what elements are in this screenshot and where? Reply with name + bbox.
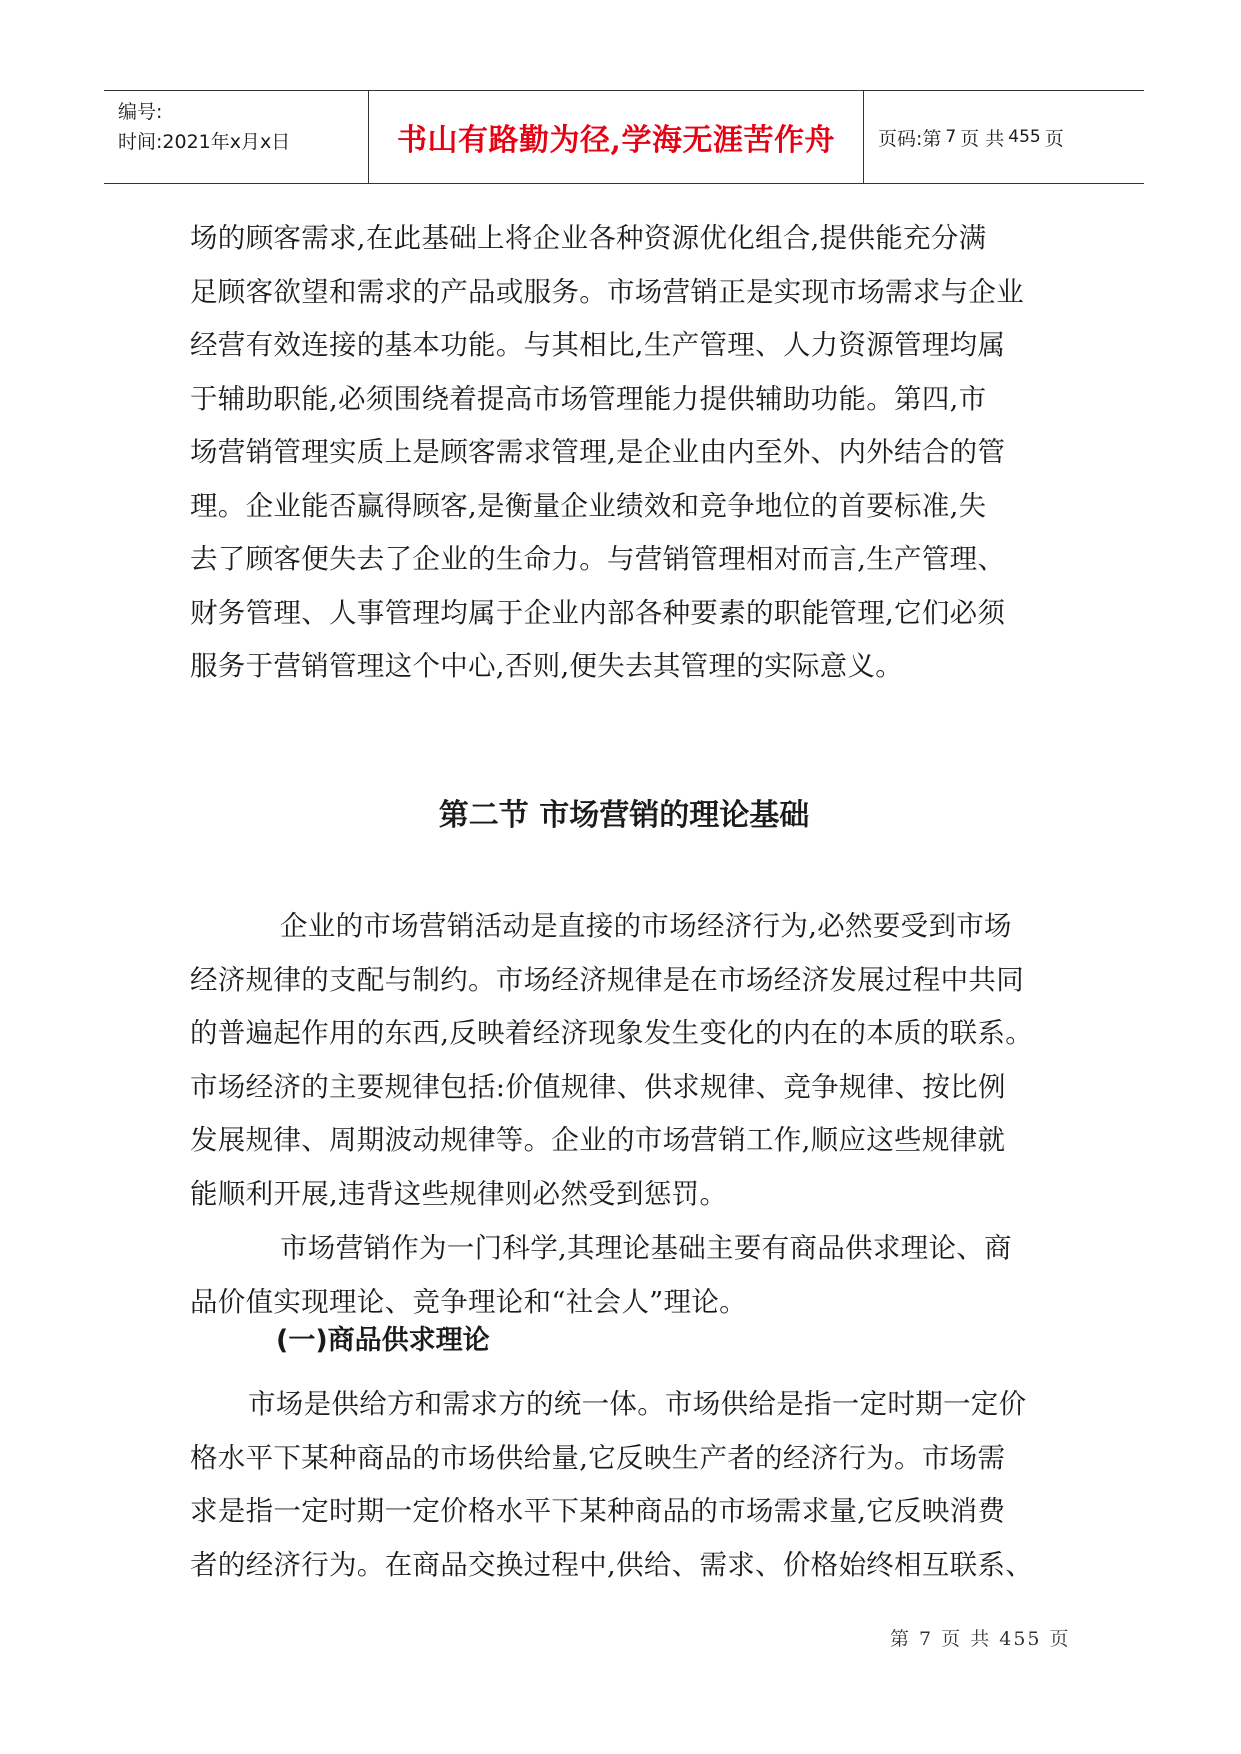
text-line: 于辅助职能,必须围绕着提高市场管理能力提供辅助功能。第四,市 <box>190 382 987 415</box>
paragraph-1 <box>190 212 1058 694</box>
page-number: 7 <box>945 127 957 147</box>
number-label: 编号: <box>118 101 163 123</box>
text-line: 求是指一定时期一定价格水平下某种商品的市场需求量,它反映消费 <box>190 1495 1006 1527</box>
text-line: 市场营销作为一门科学,其理论基础主要有商品供求理论、商 <box>280 1232 1012 1264</box>
paragraph-4 <box>190 1378 1058 1592</box>
text-line: 服务于营销管理这个中心,否则,便失去其管理的实际意义。 <box>190 650 904 682</box>
text-line: 去了顾客便失去了企业的生命力。与营销管理相对而言,生产管理、 <box>190 543 1006 575</box>
text-line: 发展规律、周期波动规律等。企业的市场营销工作,顺应这些规律就 <box>190 1124 1006 1156</box>
text-line: 场的顾客需求,在此基础上将企业各种资源优化组合,提供能充分满 <box>190 222 987 254</box>
text-line: 市场是供给方和需求方的统一体。市场供给是指一定时期一定价 <box>248 1388 1027 1420</box>
page-total: 455 <box>1008 127 1041 147</box>
text-line: 品价值实现理论、竞争理论和“社会人”理论。 <box>190 1285 747 1318</box>
text-line: 财务管理、人事管理均属于企业内部各种要素的职能管理,它们必须 <box>190 596 1006 629</box>
header-meta <box>104 91 368 183</box>
subheading: (一)商品供求理论 <box>276 1325 490 1356</box>
paragraph-2 <box>190 900 1058 1221</box>
time-label: 时间:2021年x月x日 <box>118 131 291 153</box>
text-line: 场营销管理实质上是顾客需求管理,是企业由内至外、内外结合的管 <box>190 436 1006 468</box>
text-line: 能顺利开展,违背这些规律则必然受到惩罚。 <box>190 1177 728 1210</box>
page-suffix: 页 <box>1044 127 1064 150</box>
document-header <box>104 90 1144 184</box>
text-line: 格水平下某种商品的市场供给量,它反映生产者的经济行为。市场需 <box>190 1441 1006 1474</box>
paragraph-3 <box>190 1222 1058 1329</box>
section-heading: 第二节 市场营销的理论基础 <box>438 798 810 833</box>
text-line: 足顾客欲望和需求的产品或服务。市场营销正是实现市场需求与企业 <box>190 275 1024 308</box>
header-motto: 书山有路勤为径,学海无涯苦作舟 <box>368 91 864 183</box>
page-prefix: 页码:第 <box>878 127 942 150</box>
header-page-info <box>864 91 1144 183</box>
page-footer: 第 7 页 共 455 页 <box>890 1628 1071 1650</box>
page-mid: 页 共 <box>960 127 1005 150</box>
text-line: 经济规律的支配与制约。市场经济规律是在市场经济发展过程中共同 <box>190 963 1024 996</box>
text-line: 企业的市场营销活动是直接的市场经济行为,必然要受到市场 <box>280 910 1012 942</box>
text-line: 经营有效连接的基本功能。与其相比,生产管理、人力资源管理均属 <box>190 329 1006 361</box>
text-line: 的普遍起作用的东西,反映着经济现象发生变化的内在的本质的联系。 <box>190 1017 1034 1049</box>
text-line: 理。企业能否赢得顾客,是衡量企业绩效和竞争地位的首要标准,失 <box>190 489 987 522</box>
text-line: 者的经济行为。在商品交换过程中,供给、需求、价格始终相互联系、 <box>190 1548 1034 1581</box>
text-line: 市场经济的主要规律包括:价值规律、供求规律、竞争规律、按比例 <box>190 1070 1006 1103</box>
